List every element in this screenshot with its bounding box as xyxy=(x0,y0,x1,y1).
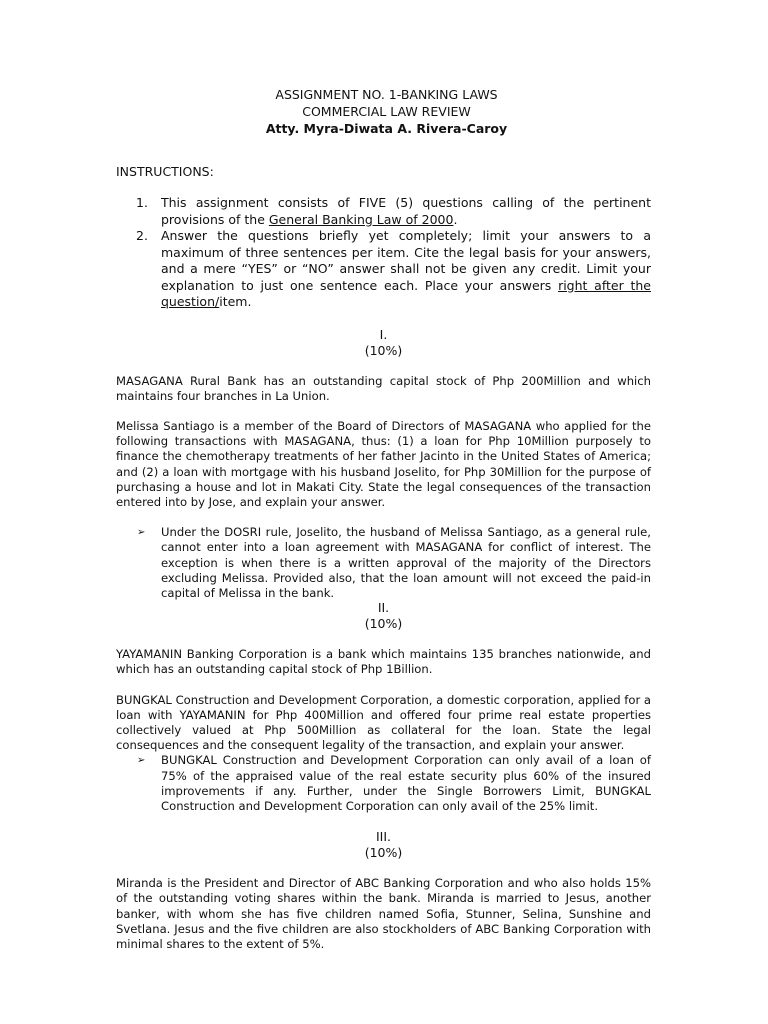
section-weight: (10%) xyxy=(364,845,403,861)
arrow-bullet-icon: ➢ xyxy=(137,755,146,767)
instruction-number: 1. xyxy=(136,195,148,210)
instructor-name: Atty. Myra-Diwata A. Rivera-Caroy xyxy=(265,121,508,136)
question-paragraph: Miranda is the President and Director of ABC Banking Corporation and who also holds 15% of the outstanding voting shares within the bank. Miranda is married to Jesus, another banker, with whom she has five children named Sofia, Stunner, Selina, Sunshine and Svetlana. Jesus and the five children are also stockholders of ABC Banking Corporation with minimal shares to the extent of 5%. xyxy=(116,876,651,951)
document-header xyxy=(122,86,651,137)
question-paragraph: YAYAMANIN Banking Corporation is a bank which maintains 135 branches nationwide, and which has an outstanding capital stock of Php 1Billion. xyxy=(116,647,651,677)
question-paragraph: Melissa Santiago is a member of the Board of Directors of MASAGANA who applied for the following transactions with MASAGANA, thus: (1) a loan for Php 10Million purposely to finance the chemotherapy treatments of her father Jacinto in the United States of America; and (2) a loan with mortgage with his husband Joselito, for Php 30Million for the purpose of purchasing a house and lot in Makati City. State the legal consequences of the transaction entered into by Jose, and explain your answer. xyxy=(116,418,651,509)
section-numeral: III. xyxy=(375,829,392,845)
section-numeral: I. xyxy=(379,326,388,342)
question-section xyxy=(116,829,651,952)
section-weight: (10%) xyxy=(364,342,403,358)
question-section xyxy=(116,600,651,814)
instruction-item xyxy=(116,195,651,228)
section-weight: (10%) xyxy=(364,616,403,632)
question-paragraph: MASAGANA Rural Bank has an outstanding capital stock of Php 200Million and which maintains four branches in La Union. xyxy=(116,373,651,403)
answer-text: Under the DOSRI rule, Joselito, the husband of Melissa Santiago, as a general rule, cannot enter into a loan agreement with MASAGANA for conflict of interest. The exception is when there is a written approval of the majority of the Directors excluding Melissa. Provided also, that the loan amount will not exceed the paid-in capital of Melissa in the bank. xyxy=(161,525,651,600)
answer-text: BUNGKAL Construction and Development Corporation can only avail of a loan of 75% of the appraised value of the real estate security plus 60% of the insured improvements if any. Further, under the Single Borrowers Limit, BUNGKAL Construction and Development Corporation can only avail of the 25% limit. xyxy=(161,753,651,813)
instruction-text: This assignment consists of FIVE (5) questions calling of the pertinent provisions of the xyxy=(161,195,651,227)
section-numeral: II. xyxy=(377,600,390,616)
question-section xyxy=(116,327,651,602)
answer-item xyxy=(116,753,651,814)
instruction-text-end: item. xyxy=(219,294,252,309)
instruction-text-end: . xyxy=(453,211,458,227)
document-page xyxy=(116,86,651,952)
arrow-bullet-icon: ➢ xyxy=(137,527,146,539)
answer-item xyxy=(116,525,651,601)
assignment-title: ASSIGNMENT NO. 1-BANKING LAWS xyxy=(275,87,498,102)
question-paragraph: BUNGKAL Construction and Development Corporation, a domestic corporation, applied for a loan with YAYAMANIN for Php 400Million and offered four prime real estate properties collectively valued at Php 500Million as collateral for the loan. State the legal consequences and the consequent legality of the transaction, and explain your answer. xyxy=(116,692,652,753)
underlined-text: right after the question/ xyxy=(161,277,651,309)
course-title: COMMERCIAL LAW REVIEW xyxy=(302,104,471,119)
instruction-text: Answer the questions briefly yet completely; limit your answers to a maximum of three sentences per item. Cite the legal basis for your answers, and a mere “YES” or “NO” answer shall not be given any credit. Limit your explanation to just one sentence each. Place your answers xyxy=(161,228,651,293)
instructions-list xyxy=(116,195,651,311)
instructions-heading: INSTRUCTIONS: xyxy=(116,164,214,179)
underlined-text: General Banking Law of 2000 xyxy=(268,211,454,227)
instruction-number: 2. xyxy=(136,228,148,243)
instruction-item xyxy=(116,228,651,311)
